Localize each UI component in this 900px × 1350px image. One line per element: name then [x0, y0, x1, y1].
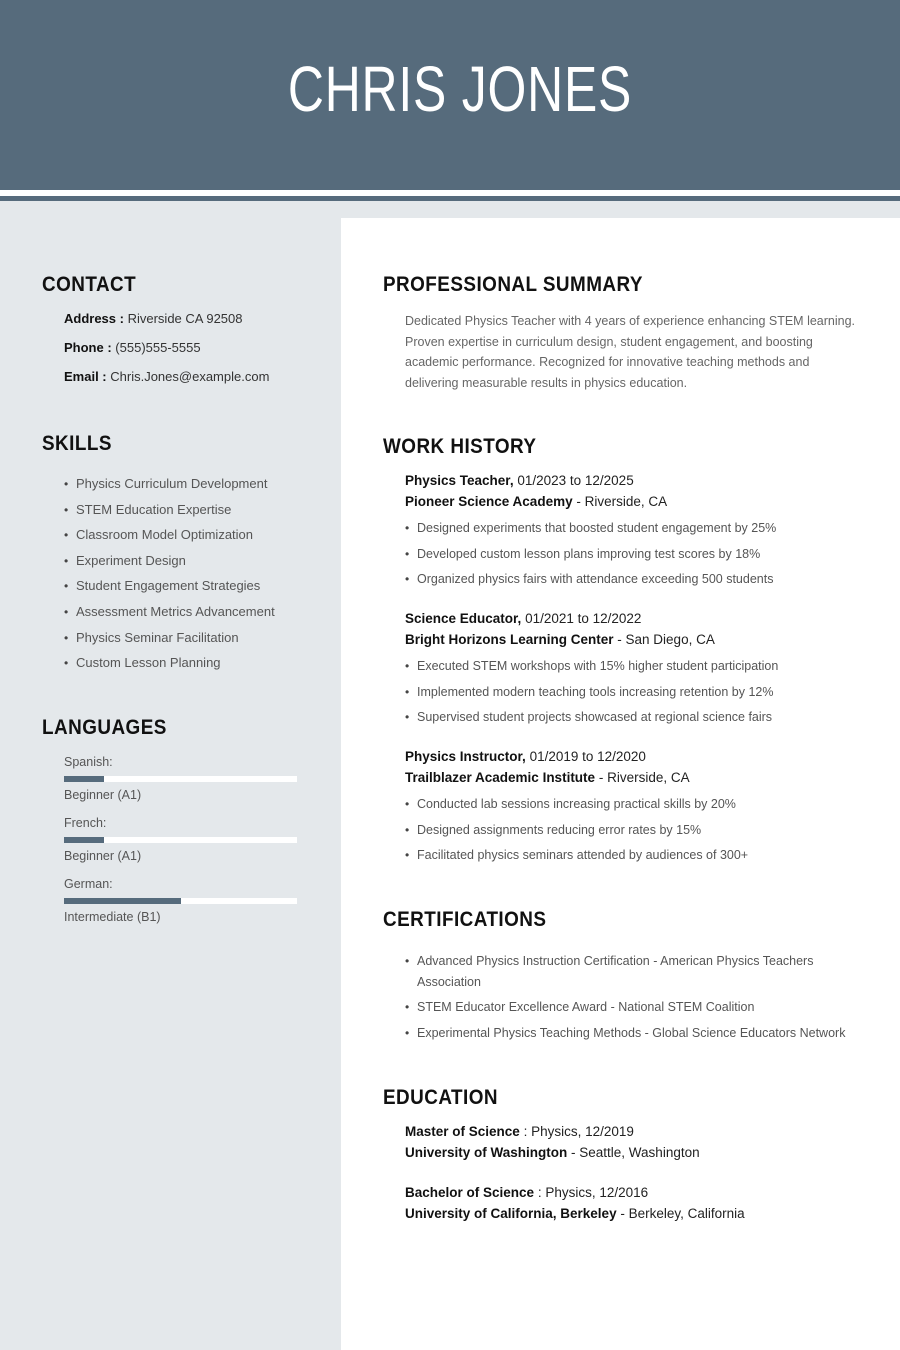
job-role: Science Educator, — [405, 611, 522, 626]
phone-value: (555)555-5555 — [115, 340, 201, 355]
language-level: Beginner (A1) — [64, 788, 142, 802]
degree-name: Master of Science — [405, 1124, 520, 1139]
email-value: Chris.Jones@example.com — [110, 369, 270, 384]
job-location: - Riverside, CA — [598, 769, 690, 785]
job-employer-line — [405, 630, 865, 651]
job-bullets — [405, 794, 865, 866]
job-bullet: • Facilitated physics seminars attended by audiences of 300+ — [405, 845, 865, 866]
language-name: Spanish: — [64, 755, 113, 769]
school-line — [405, 1204, 865, 1225]
candidate-name: CHRIS JONES — [287, 53, 633, 125]
proficiency-fill — [64, 776, 104, 782]
address-label: Address : — [64, 311, 124, 326]
job-bullet: • Implemented modern teaching tools increasing retention by 12% — [405, 682, 865, 703]
job-bullet: • Conducted lab sessions increasing practical skills by 20% — [405, 794, 865, 815]
skill-item: • STEM Education Expertise — [64, 501, 275, 527]
proficiency-bar — [64, 837, 297, 843]
job-location: - Riverside, CA — [576, 493, 668, 509]
certification-item: • STEM Educator Excellence Award - National STEM Coalition — [405, 997, 855, 1018]
job-bullets — [405, 656, 865, 728]
languages-heading: LANGUAGES — [42, 716, 167, 739]
certifications-heading: CERTIFICATIONS — [383, 908, 547, 931]
job-entry — [405, 747, 865, 871]
job-bullet: • Designed assignments reducing error rates by 15% — [405, 820, 865, 841]
skills-heading: SKILLS — [42, 432, 112, 455]
skill-item: • Physics Curriculum Development — [64, 475, 275, 501]
job-bullet: • Executed STEM workshops with 15% higher student participation — [405, 656, 865, 677]
job-employer-line — [405, 492, 865, 513]
job-bullet: • Supervised student projects showcased at regional science fairs — [405, 707, 865, 728]
proficiency-fill — [64, 898, 181, 904]
job-bullets — [405, 518, 865, 590]
school-location: - Seattle, Washington — [571, 1144, 700, 1160]
contact-email — [64, 369, 269, 384]
degree-field: : Physics, 12/2019 — [523, 1124, 634, 1139]
job-bullet: • Developed custom lesson plans improving test scores by 18% — [405, 544, 865, 565]
job-entry — [405, 609, 865, 733]
certification-item: • Advanced Physics Instruction Certification - American Physics Teachers Association — [405, 951, 855, 992]
summary-heading: PROFESSIONAL SUMMARY — [383, 273, 643, 296]
job-bullet: • Designed experiments that boosted student engagement by 25% — [405, 518, 865, 539]
job-location: - San Diego, CA — [617, 631, 715, 647]
summary-text: Dedicated Physics Teacher with 4 years of experience enhancing STEM learning. Proven expertise in curriculum design, student engagement, and boosting academic performance. Recognized for innovative teaching methods and delivering measurable results in physics education. — [405, 314, 856, 390]
contact-address — [64, 311, 243, 326]
language-level: Intermediate (B1) — [64, 910, 161, 924]
job-title-line — [405, 471, 865, 492]
degree-line — [405, 1122, 865, 1143]
job-bullet: • Organized physics fairs with attendance exceeding 500 students — [405, 569, 865, 590]
job-title-line — [405, 747, 865, 768]
address-value: Riverside CA 92508 — [127, 311, 243, 326]
skill-item: • Assessment Metrics Advancement — [64, 603, 275, 629]
job-entry — [405, 471, 865, 595]
school-name: University of California, Berkeley — [405, 1205, 617, 1221]
job-role: Physics Instructor, — [405, 749, 526, 764]
skill-item: • Experiment Design — [64, 552, 275, 578]
certification-item: • Experimental Physics Teaching Methods - Global Science Educators Network — [405, 1023, 855, 1044]
education-entry — [405, 1183, 865, 1224]
job-employer: Bright Horizons Learning Center — [405, 631, 614, 647]
education-heading: EDUCATION — [383, 1086, 499, 1109]
skill-item: • Custom Lesson Planning — [64, 654, 275, 680]
proficiency-bar — [64, 898, 297, 904]
skill-item: • Student Engagement Strategies — [64, 577, 275, 603]
language-name: German: — [64, 877, 113, 891]
education-entry — [405, 1122, 865, 1163]
skill-item: • Classroom Model Optimization — [64, 526, 275, 552]
email-label: Email : — [64, 369, 107, 384]
phone-label: Phone : — [64, 340, 112, 355]
degree-name: Bachelor of Science — [405, 1185, 535, 1200]
language-german — [64, 877, 297, 924]
job-dates: 01/2019 to 12/2020 — [529, 749, 646, 764]
skills-list — [64, 475, 275, 680]
degree-field: : Physics, 12/2016 — [537, 1185, 649, 1200]
school-line — [405, 1143, 865, 1164]
job-employer: Pioneer Science Academy — [405, 493, 573, 509]
top-strip — [341, 201, 900, 218]
header-banner — [0, 0, 900, 190]
proficiency-fill — [64, 837, 104, 843]
school-name: University of Washington — [405, 1144, 568, 1160]
contact-phone — [64, 340, 201, 355]
language-french — [64, 816, 297, 863]
skill-item: • Physics Seminar Facilitation — [64, 629, 275, 655]
job-title-line — [405, 609, 865, 630]
job-employer-line — [405, 768, 865, 789]
contact-heading: CONTACT — [42, 273, 137, 296]
certifications-list — [405, 951, 855, 1048]
job-role: Physics Teacher, — [405, 473, 514, 488]
degree-line — [405, 1183, 865, 1204]
proficiency-bar — [64, 776, 297, 782]
school-location: - Berkeley, California — [620, 1205, 745, 1221]
language-name: French: — [64, 816, 107, 830]
work-history-heading: WORK HISTORY — [383, 435, 537, 458]
job-dates: 01/2021 to 12/2022 — [525, 611, 642, 626]
job-dates: 01/2023 to 12/2025 — [517, 473, 634, 488]
language-level: Beginner (A1) — [64, 849, 142, 863]
job-employer: Trailblazer Academic Institute — [405, 769, 596, 785]
language-spanish — [64, 755, 297, 802]
